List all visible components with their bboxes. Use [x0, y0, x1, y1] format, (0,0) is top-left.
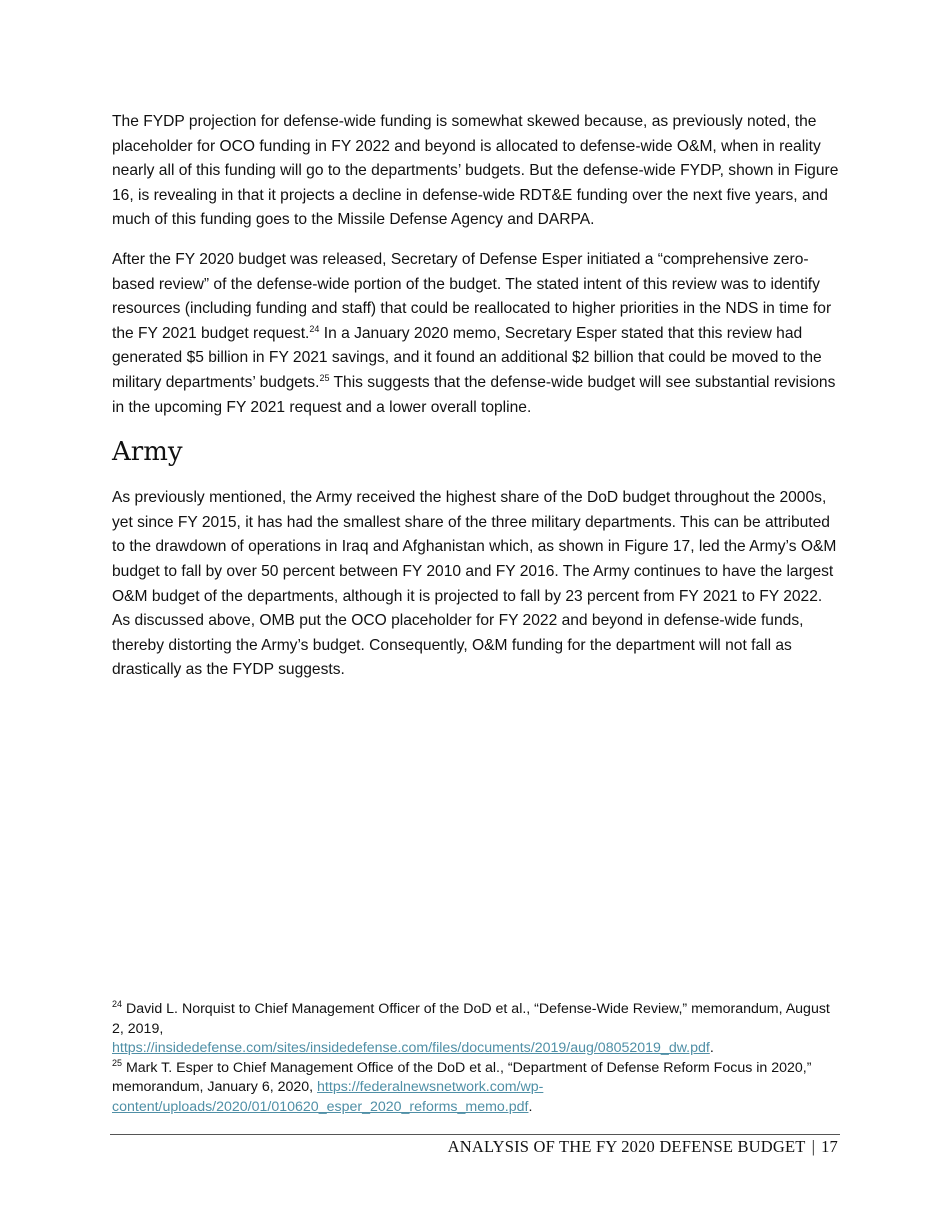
footer-title: ANALYSIS OF THE FY 2020 DEFENSE BUDGET	[447, 1137, 806, 1156]
footer-divider	[110, 1134, 840, 1135]
paragraph-defense-wide-fydp: The FYDP projection for defense-wide funding is somewhat skewed because, as previously noted, the placeholder for OCO funding in FY 2022 and beyond is allocated to defense-wide O&M, when in reality nearly all of this funding will go to the departments’ budgets. But the defense-wide FYDP, shown in Figure 16, is revealing in that it projects a decline in defense-wide RDT&E funding over the next five years, and much of this funding goes to the Missile Defense Agency and DARPA.	[112, 113, 839, 229]
paragraph-zero-based-review	[112, 248, 840, 420]
footnotes	[112, 1000, 840, 1117]
paragraph-text: After the FY 2020 budget was released, Secretary of Defense Esper initiated a “comprehensive zero-based review” of the defense-wide portion of the budget. The stated intent of this review was to identify resources (including funding and staff) that could be reallocated to higher priorities in the NDS in time for the FY 2021 budget request.	[112, 250, 832, 342]
paragraph-army: As previously mentioned, the Army received the highest share of the DoD budget throughout the 2000s, yet since FY 2015, it has had the smallest share of the three military departments. This can be attributed to the drawdown of operations in Iraq and Afghanistan which, as shown in Figure 17, led the Army’s O&M budget to fall by over 50 percent between FY 2010 and FY 2016. The Army continues to have the largest O&M budget of the departments, although it is projected to fall by 23 percent from FY 2021 to FY 2022. As discussed above, OMB put the OCO placeholder for FY 2022 and beyond in defense-wide funds, thereby distorting the Army’s budget. Consequently, O&M funding for the department will not fall as drastically as the FYDP suggests.	[112, 489, 837, 679]
footnote-link[interactable]: https://federalnewsnetwork.com/wp-	[317, 1079, 544, 1095]
paragraph-text: In a January 2020 memo, Secretary Esper stated that this review had generated $5 billion in FY 2021 savings, and it found an additional $2 billion that could be moved to the military departments’ budgets.	[112, 324, 822, 391]
paragraph-text: This suggests that the defense-wide budget will see substantial revisions in the upcoming FY 2021 request and a lower overall topline.	[112, 373, 836, 416]
section-heading-army: Army	[112, 437, 183, 468]
footnote-period: .	[709, 1040, 714, 1056]
footer-separator: |	[811, 1137, 816, 1156]
footnote-ref-24[interactable]: 24	[309, 323, 320, 334]
footnote-text: David L. Norquist to Chief Management Officer of the DoD et al., “Defense-Wide Review,” memorandum, August 2, 2019,	[112, 1001, 830, 1037]
footnote-link-continued[interactable]: content/uploads/2020/01/010620_esper_2020_reforms_memo.pdf	[112, 1098, 529, 1115]
footnote-25	[112, 1059, 840, 1118]
page-number: 17	[821, 1137, 838, 1156]
page-footer	[448, 1136, 838, 1158]
footnote-period: .	[528, 1098, 533, 1115]
footnote-text: Mark T. Esper to Chief Management Office of the DoD et al., “Department of Defense Reform Focus in 2020,” memorandum, January 6, 2020,	[112, 1059, 812, 1095]
footnote-link[interactable]: https://insidedefense.com/sites/insidedefense.com/files/documents/2019/aug/08052019_dw.pdf	[112, 1040, 710, 1056]
footnote-24	[112, 1000, 840, 1059]
page-body	[112, 110, 840, 698]
footnote-ref-25[interactable]: 25	[319, 372, 330, 383]
footnote-number: 25	[112, 1057, 123, 1068]
footnote-number: 24	[112, 999, 123, 1009]
